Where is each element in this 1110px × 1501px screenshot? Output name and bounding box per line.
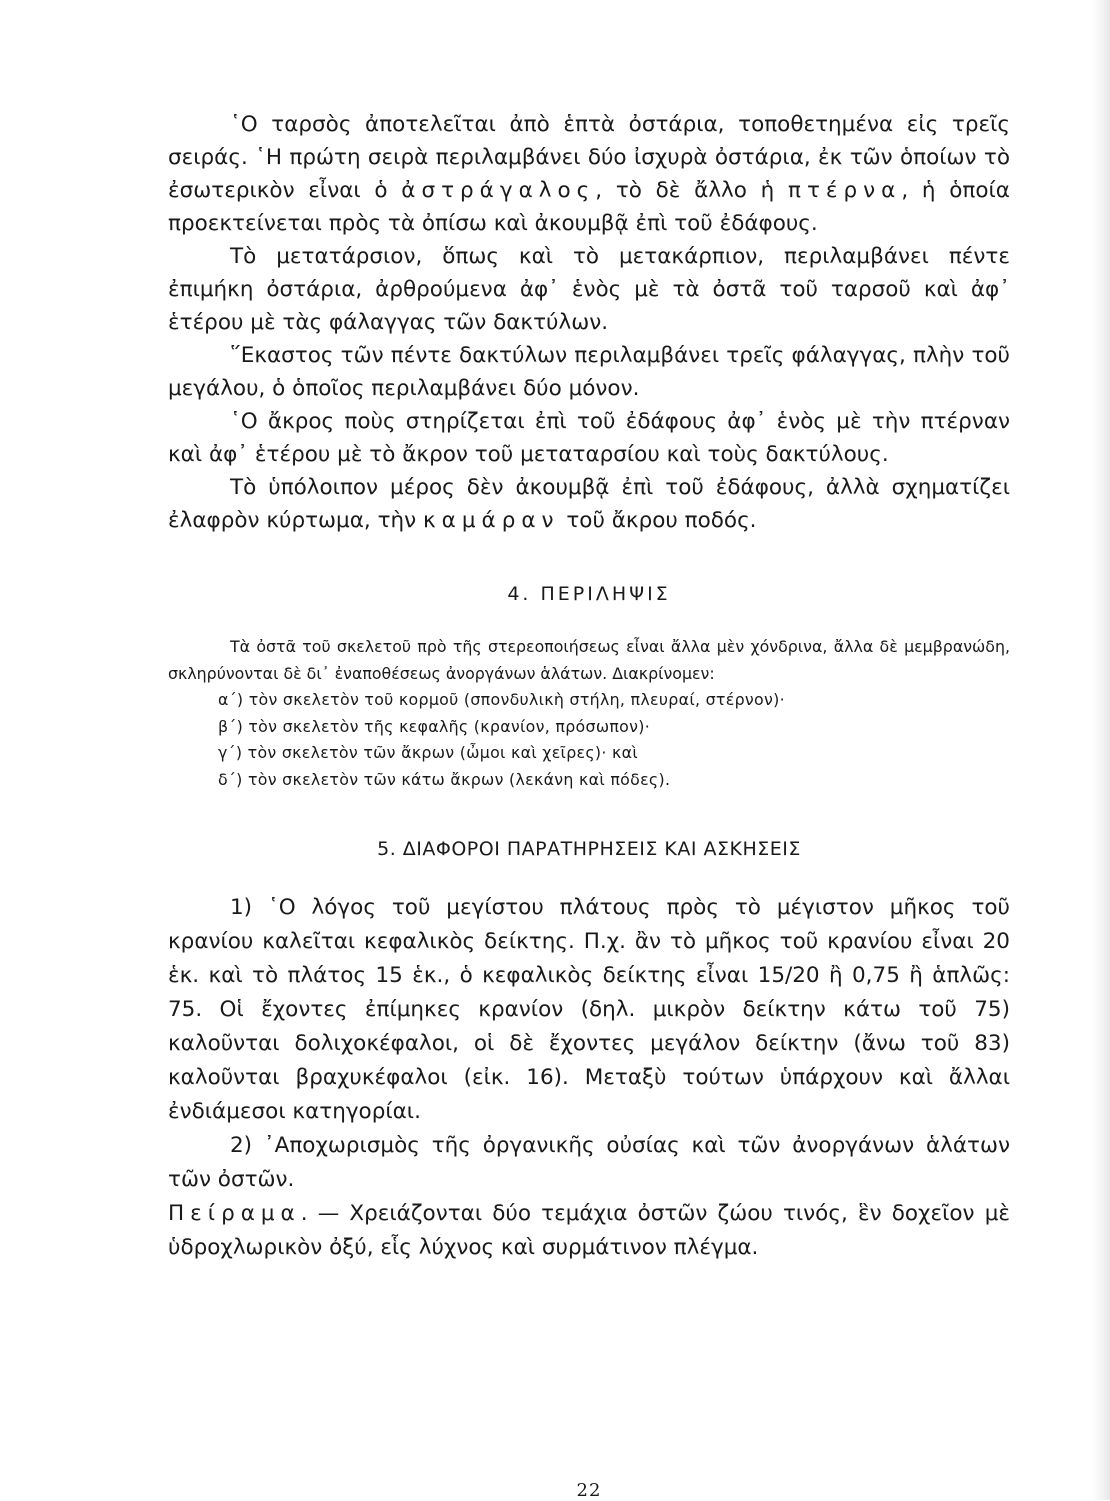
- summary-item-d: δ΄) τὸν σκελετὸν τῶν κάτω ἄκρων (λεκάνη καὶ πόδες).: [218, 769, 671, 789]
- summary-item-a: α΄) τὸν σκελετὸν τοῦ κορμοῦ (σπονδυλικὴ στήλη, πλευραί, στέρνον)·: [218, 690, 785, 709]
- section-heading-summary: 4. ΠΕΡΙΛΗΨΙΣ: [507, 583, 671, 605]
- section-heading-exercises: 5. ΔΙΑΦΟΡΟΙ ΠΑΡΑΤΗΡΗΣΕΙΣ ΚΑΙ ΑΣΚΗΣΕΙΣ: [377, 838, 801, 860]
- spaced-term-astragalus: ἀστράγαλος: [401, 178, 596, 203]
- text-run: Τὸ ὑπόλοιπον μέρος δὲν ἀκουμβᾷ ἐπὶ τοῦ ἐδάφους, ἀλλὰ σχηματίζει ἐλαφρὸν κύρτωμα, τὴν: [168, 475, 1010, 533]
- paragraph-toes: ῞Εκαστος τῶν πέντε δακτύλων περιλαμβάνει τρεῖς φάλαγγας, πλὴν τοῦ μεγάλου, ὁ ὁποῖος περιλαμβάνει δύο μόνον.: [168, 343, 1010, 401]
- summary-list: [168, 687, 1010, 793]
- exercise-2: 2) ᾿Αποχωρισμὸς τῆς ὀργανικῆς οὐσίας καὶ τῶν ἀνοργάνων ἁλάτων τῶν ὀστῶν.: [168, 1133, 1010, 1192]
- paragraph-arch: [168, 471, 1010, 537]
- paragraph-metatarsus: Τὸ μετατάρσιον, ὅπως καὶ τὸ μετακάρπιον, περιλαμβάνει πέντε ἐπιμήκη ὀστάρια, ἀρθρούμενα ἀφ᾿ ἑνὸς μὲ τὰ ὀστᾶ τοῦ ταρσοῦ καὶ ἀφ᾿ ἑτέρου μὲ τὰς φάλαγγας τῶν δακτύλων.: [168, 244, 1010, 335]
- spaced-term-peirama: Πείραμα: [168, 1201, 301, 1226]
- text-run: , τὸ δὲ ἄλλο ἡ: [595, 178, 789, 203]
- summary-item-c: γ΄) τὸν σκελετὸν τῶν ἄκρων (ὦμοι καὶ χεῖρες)· καὶ: [218, 743, 639, 762]
- exercise-1: 1) ῾Ο λόγος τοῦ μεγίστου πλάτους πρὸς τὸ μέγιστον μῆκος τοῦ κρανίου καλεῖται κεφαλικὸς δείκτης. Π.χ. ἂν τὸ μῆκος τοῦ κρανίου εἶναι 20 ἑκ. καὶ τὸ πλάτος 15 ἑκ., ὁ κεφαλικὸς δείκτης εἶναι 15/20 ἢ 0,75 ἢ ἁπλῶς: 75. Οἱ ἔχοντες ἐπίμηκες κρανίον (δηλ. μικρὸν δείκτην κάτω τοῦ 75) καλοῦνται δολιχοκέφαλοι, οἱ δὲ ἔχοντες μεγάλον δείκτην (ἄνω τοῦ 83) καλοῦνται βραχυκέφαλοι (εἰκ. 16). Μεταξὺ τούτων ὑπάρχουν καὶ ἄλλαι ἐνδιάμεσοι κατηγορίαι.: [168, 895, 1010, 1124]
- spaced-term-pterna: πτέρνα: [788, 178, 902, 203]
- summary-item-b: β΄) τὸν σκελετὸν τῆς κεφαλῆς (κρανίον, πρόσωπον)·: [218, 716, 651, 736]
- summary-intro: Τὰ ὀστᾶ τοῦ σκελετοῦ πρὸ τῆς στερεοποιήσεως εἶναι ἄλλα μὲν χόνδρινα, ἄλλα δὲ μεμβρανώδη, σκληρύνονται δὲ δι᾿ ἐναποθέσεως ἀνοργάνων ἁλάτων. Διακρίνομεν:: [168, 637, 1010, 683]
- text-run: τοῦ ἄκρου ποδός.: [559, 508, 757, 533]
- paragraph-foot-support: ῾Ο ἄκρος ποὺς στηρίζεται ἐπὶ τοῦ ἐδάφους ἀφ᾿ ἑνὸς μὲ τὴν πτέρναν καὶ ἀφ᾿ ἑτέρου μὲ τὸ ἄκρον τοῦ μεταταρσίου καὶ τοὺς δακτύλους.: [168, 409, 1010, 467]
- text-run: ῾Ο ταρσὸς ἀποτελεῖται ἀπὸ ἑπτὰ ὀστάρια, τοποθετημένα εἰς τρεῖς σειράς. ῾Η πρώτη σειρὰ περιλαμβάνει δύο ἰσχυρὰ ὀστάρια, ἐκ τῶν ὁποίων τὸ ἐσωτερικὸν εἶναι ὁ: [168, 112, 1010, 203]
- experiment-paragraph: [168, 1197, 1010, 1265]
- paragraph-tarsus: [168, 108, 1010, 240]
- text-run: , ἡ ὁποία προεκτείνεται πρὸς τὰ ὀπίσω καὶ ἀκουμβᾷ ἐπὶ τοῦ ἐδάφους.: [168, 178, 1010, 236]
- page-number: 22: [576, 1480, 602, 1501]
- spaced-term-kamara: καμάραν: [423, 508, 560, 533]
- page-edge-shadow: [1092, 0, 1110, 1500]
- book-page: [168, 108, 1010, 1501]
- text-run: . — Χρειάζονται δύο τεμάχια ὀστῶν ζώου τινός, ἓν δοχεῖον μὲ ὑδροχλωρικὸν ὀξύ, εἷς λύχνος καὶ συρμάτινον πλέγμα.: [168, 1201, 1010, 1260]
